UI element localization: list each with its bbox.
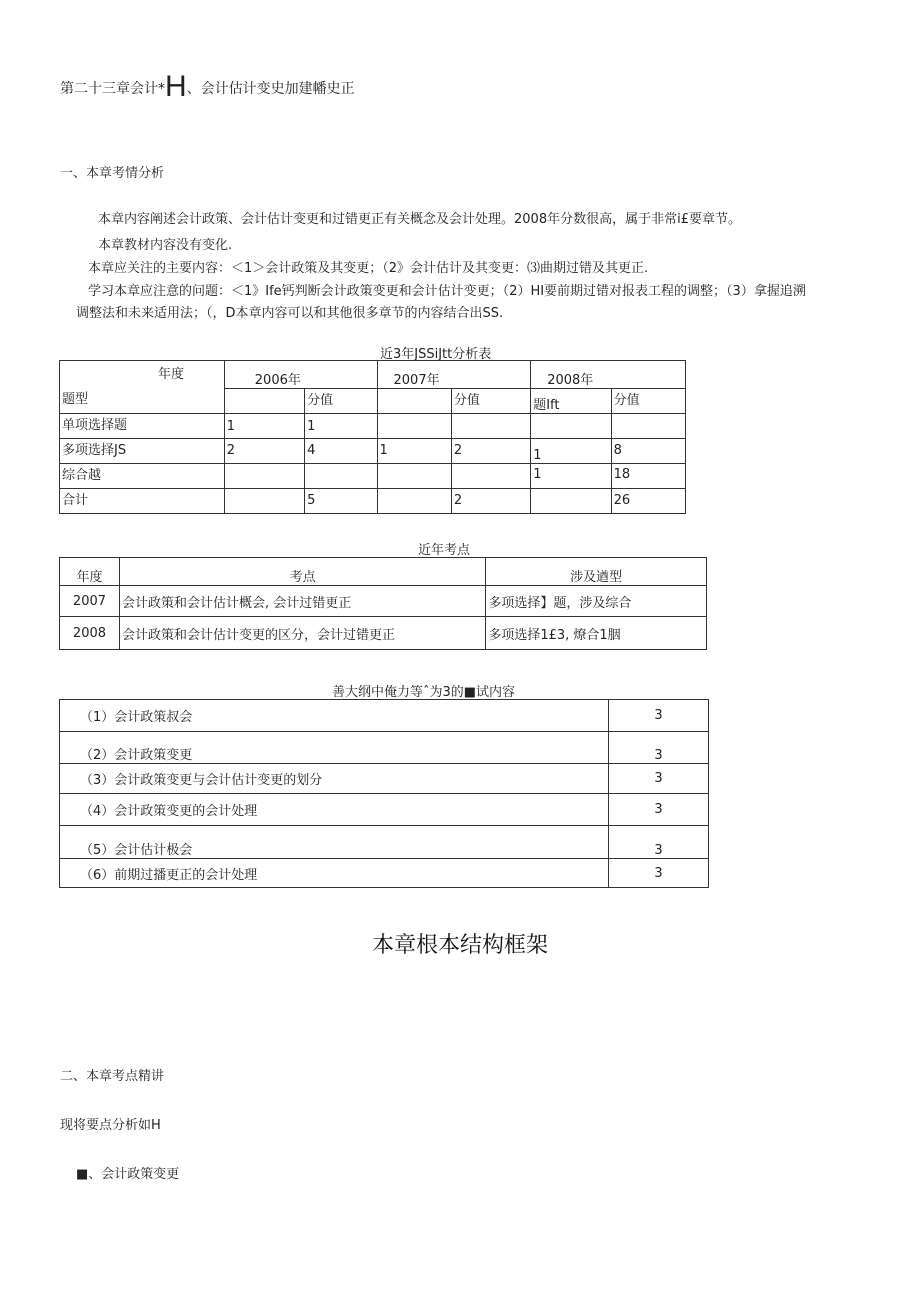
table-row — [60, 859, 709, 888]
subheader-cell: 分值 — [611, 389, 685, 414]
table-row — [60, 586, 707, 617]
row-label: 合计 — [60, 489, 225, 514]
table-cell: 会计政策和会计估计变更的区分，会计过错更正 — [119, 617, 485, 650]
recent-exam-points-table — [59, 557, 707, 650]
table-row — [60, 439, 686, 464]
table-row — [60, 414, 686, 439]
table-caption: 近年考点 — [418, 543, 471, 558]
section-2-heading: 二、本章考点精讲 — [60, 1069, 165, 1084]
table-row — [60, 794, 709, 826]
table-cell: 会计政策和会计估计概会, 会计过错更正 — [119, 586, 485, 617]
table-cell: 3 — [609, 764, 709, 794]
year-header: 2008年 — [531, 361, 686, 389]
subheader-cell: 分值 — [451, 389, 530, 414]
paragraph: 本章应关注的主要内容：＜1＞会计政策及其变更；（2》会计估计及其变更：⑶曲期过错及其更正. — [88, 261, 649, 276]
table-cell: 8 — [611, 439, 685, 464]
column-header: 年度 — [60, 558, 120, 586]
table-row — [60, 489, 686, 514]
table-cell: 多项选择】题，涉及综合 — [486, 586, 707, 617]
table-cell: （1）会计政策叔会 — [60, 700, 609, 732]
subheader-cell: 分值 — [305, 389, 377, 414]
table-cell: 1 — [224, 414, 304, 439]
subsection-heading: ■、会计政策变更 — [76, 1167, 180, 1182]
table-row — [60, 617, 707, 650]
paragraph: 本章教材内容没有变化. — [98, 238, 233, 253]
table-cell: 3 — [609, 859, 709, 888]
table-cell: 18 — [611, 464, 685, 489]
table-cell — [451, 414, 530, 439]
table-row — [60, 826, 709, 859]
table-cell — [377, 464, 451, 489]
table-row — [60, 464, 686, 489]
table-cell — [305, 464, 377, 489]
column-header: 涉及遒型 — [486, 558, 707, 586]
table-cell — [611, 414, 685, 439]
table-cell: 1 — [377, 439, 451, 464]
table-cell — [224, 464, 304, 489]
table-cell — [531, 489, 611, 514]
table-cell: 2 — [451, 439, 530, 464]
table-cell: 1 — [305, 414, 377, 439]
table-cell: 3 — [609, 794, 709, 826]
paragraph: 调整法和未来适用法；（，D本章内容可以和其他很多章节的内容结合出SS. — [76, 306, 504, 321]
column-header: 考点 — [119, 558, 485, 586]
framework-title: 本章根本结构框架 — [371, 932, 548, 957]
table-cell: （4）会计政策变更的会计处理 — [60, 794, 609, 826]
table-cell — [377, 489, 451, 514]
table-cell — [451, 464, 530, 489]
section-1-heading: 一、本章考情分析 — [60, 166, 165, 181]
table-cell: 26 — [611, 489, 685, 514]
row-label: 综合越 — [60, 464, 225, 489]
table-cell: 1 — [531, 439, 611, 464]
subheader-cell — [377, 389, 451, 414]
table-cell: 2007 — [60, 586, 120, 617]
table-cell: 3 — [609, 826, 709, 859]
paragraph: 现将要点分析如H — [60, 1118, 161, 1133]
syllabus-level-table — [59, 699, 709, 888]
row-label: 多项选择JS — [60, 439, 225, 464]
table-cell: （6）前期过播更正的会计处理 — [60, 859, 609, 888]
exam-analysis-table — [59, 360, 686, 514]
table-cell: （2）会计政策变更 — [60, 732, 609, 764]
table-cell: 1 — [531, 464, 611, 489]
table-caption: 善大纲中俺力等ˆ为3的■试内容 — [332, 685, 516, 700]
table-cell: 2 — [224, 439, 304, 464]
table-row — [60, 764, 709, 794]
subheader-cell: 题Ift — [531, 389, 611, 414]
subheader-cell — [224, 389, 304, 414]
table-cell: 多项选择1£3, 燎合1胭 — [486, 617, 707, 650]
table-cell: 2008 — [60, 617, 120, 650]
row-label: 单项选择题 — [60, 414, 225, 439]
document-title: 第二十三章会计*H、会计估计变史加建幡史正 — [60, 70, 355, 103]
table-cell — [531, 414, 611, 439]
paragraph: 学习本章应注意的问题：＜1》Ife钙判断会计政策变更和会计估计变更；（2）HI要前期过错对报表工程的调整；（3）拿握追溯 — [88, 284, 806, 299]
table-cell: 2 — [451, 489, 530, 514]
table-cell: 3 — [609, 732, 709, 764]
table-cell: （3）会计政策变更与会计估计变更的划分 — [60, 764, 609, 794]
year-header: 2006年 — [224, 361, 377, 389]
paragraph: 本章内容阐述会计政策、会计估计变更和过错更正有关概念及会计处理。2008年分数很高，属于非常i£要章节。 — [98, 212, 741, 227]
table-cell: 5 — [305, 489, 377, 514]
table-cell: 4 — [305, 439, 377, 464]
table-cell: 3 — [609, 700, 709, 732]
table-row — [60, 700, 709, 732]
table-cell — [224, 489, 304, 514]
table-cell: （5）会计估计极会 — [60, 826, 609, 859]
table-cell — [377, 414, 451, 439]
year-header: 2007年 — [377, 361, 531, 389]
table-row — [60, 732, 709, 764]
header-corner: 年度 题型 — [60, 361, 225, 414]
table-caption: 近3年JSSiJtt分析表 — [380, 347, 492, 362]
